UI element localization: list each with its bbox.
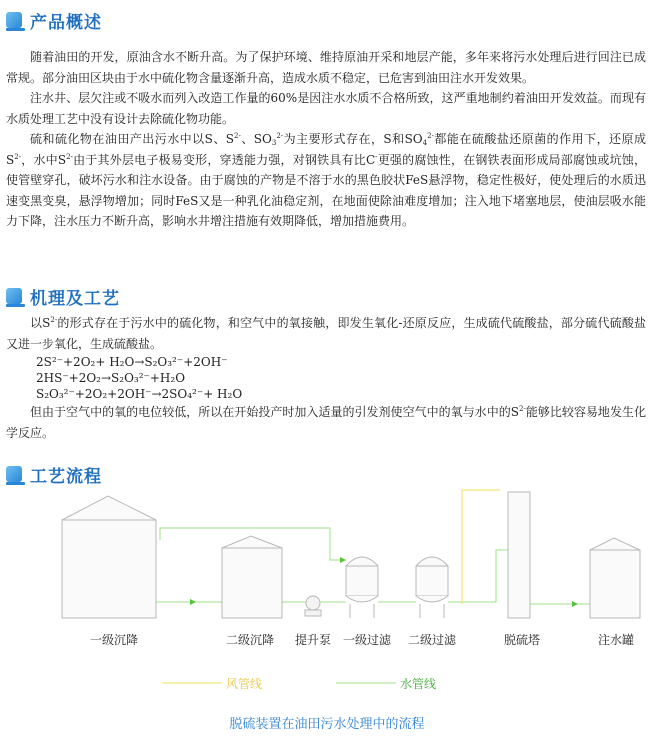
secondary-settling-tank: [222, 548, 282, 618]
process-flow-diagram: [0, 470, 654, 752]
label-desulfurization-tower: 脱硫塔: [503, 633, 541, 647]
overview-body: [6, 47, 646, 232]
primary-filter: [346, 566, 378, 596]
section-bullet-icon: [6, 12, 22, 28]
section-title: 机理及工艺: [30, 288, 120, 309]
label-secondary-settling: 二级沉降: [225, 633, 275, 647]
section-title: 工艺流程: [30, 466, 102, 487]
air-line-pipes: [462, 490, 500, 604]
equation-3: S₂O₃²⁻+2O₂+2OH⁻→2SO₄²⁻+ H₂O: [36, 387, 243, 401]
section-bullet-icon: [6, 288, 22, 304]
primary-settling-tank: [62, 520, 156, 618]
paragraph: 硫和硫化物在油田产出污水中以S、$S^{2-}$、$SO_3^{2-}$为主要形式存在，S和$SO_4^{2-}$都能在硫酸盐还原菌的作用下，还原成$S^{2-}$，水中$S^{2-}$由于其外层电子极易变形，穿透能力强，对钢铁具有比C-更强的腐蚀性，在钢铁表面形成局部腐蚀或坑蚀，使管壁穿孔，破坏污水和注水设备。由于腐蚀的产物是不溶于水的黑色胶状FeS悬浮物，稳定性极好，使处理后的水质迅速变黑变臭，悬浮物增加；同时FeS又是一种乳化油稳定剂，在地面使除油难度增加；注入地下堵塞地层，使油层吸水能力下降，注水压力不断升高，影响水井增注措施有效期降低，增加措施费用。: [6, 132, 646, 228]
legend-air-label: 风管线: [226, 677, 263, 691]
label-lift-pump: 提升泵: [294, 633, 332, 647]
equation-2: 2HS⁻+2O₂→S₂O₃²⁻+H₂O: [36, 371, 186, 385]
section-title: 产品概述: [30, 12, 102, 33]
label-injection-tank: 注水罐: [597, 633, 635, 647]
paragraph: 随着油田的开发，原油含水不断升高。为了保护环境、维持原油开采和地层产能，多年来将污水处理后进行回注已成常规。部分油田区块由于水中硫化物含量逐渐升高，造成水质不稳定，已危害到油田注水开发效果。: [6, 50, 646, 85]
tank-roof-1: [62, 496, 156, 520]
secondary-filter: [416, 566, 448, 596]
paragraph: 以$S^{2-}$的形式存在于污水中的硫化物，和空气中的氧接触，即发生氧化-还原反应，生成硫代硫酸盐，部分硫代硫酸盐又进一步氧化，生成硫酸盐。: [6, 316, 646, 351]
lift-pump: [306, 596, 320, 610]
section-header-overview: [6, 8, 102, 32]
label-primary-filter: 一级过滤: [342, 633, 392, 647]
paragraph: 注水井、层欠注或不吸水而列入改造工作量的60%是因注水水质不合格所致，这严重地制约着油田开发效益。而现有水质处理工艺中没有设计去除硫化物功能。: [6, 91, 646, 126]
legend-water-label: 水管线: [400, 677, 437, 691]
desulfurization-tower: [508, 492, 530, 618]
section-header-mechanism: [6, 284, 120, 308]
equation-1: 2S²⁻+2O₂+ H₂O→S₂O₃²⁻+2OH⁻: [36, 355, 228, 369]
mechanism-body: [6, 313, 646, 443]
paragraph: 但由于空气中的氧的电位较低，所以在开始投产时加入适量的引发剂使空气中的氧与水中的$S^{2-}$能够比较容易地发生化学反应。: [6, 405, 646, 440]
injection-tank: [590, 550, 640, 618]
label-primary-settling: 一级沉降: [89, 633, 139, 647]
diagram-caption: 脱硫装置在油田污水处理中的流程: [229, 717, 425, 732]
label-secondary-filter: 二级过滤: [407, 633, 457, 647]
